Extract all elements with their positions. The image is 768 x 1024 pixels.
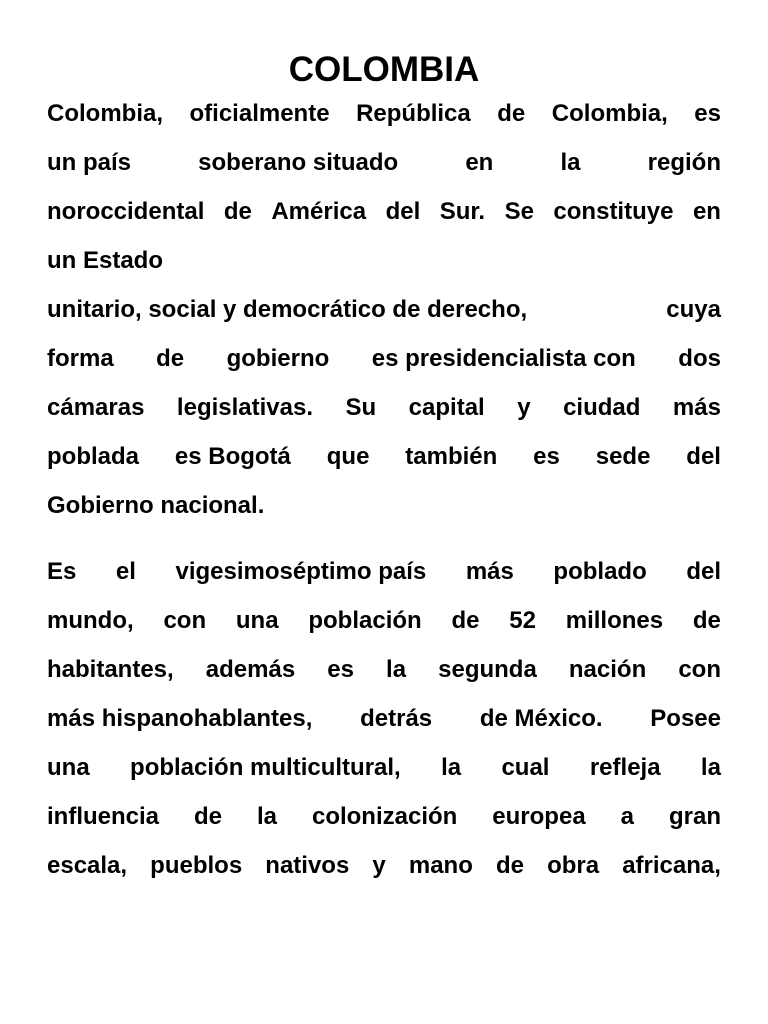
- text-word: segunda: [438, 656, 537, 683]
- text-word: de México.: [479, 705, 603, 732]
- text-word: en: [692, 198, 721, 225]
- paragraph-1-line-1: [47, 97, 721, 131]
- text-word: una: [47, 754, 90, 781]
- text-word: gobierno: [226, 345, 330, 372]
- paragraph-2-line-2: [47, 604, 721, 638]
- text-word: cámaras: [47, 394, 145, 421]
- text-word: nativos: [265, 852, 350, 879]
- text-word: mundo,: [47, 607, 134, 634]
- text-word: es: [327, 656, 354, 683]
- text-word: habitantes,: [47, 656, 174, 683]
- text-word: mano: [408, 852, 473, 879]
- text-word: es Bogotá: [174, 443, 291, 470]
- text-word: europea: [492, 803, 586, 830]
- text-word: legislativas.: [176, 394, 313, 421]
- text-word: que: [326, 443, 370, 470]
- text-word: Colombia,: [551, 100, 668, 127]
- text-word: oficialmente: [189, 100, 330, 127]
- text-word: de: [497, 100, 526, 127]
- paragraph-1-line-2: [47, 146, 721, 180]
- text-word: obra: [547, 852, 600, 879]
- page-title: COLOMBIA: [288, 50, 480, 89]
- paragraph-1-line-8: [47, 440, 721, 474]
- text-word: además: [205, 656, 296, 683]
- paragraph-1-line-9: [47, 489, 721, 523]
- text-word: y: [372, 852, 386, 879]
- paragraph-2-line-4: [47, 702, 721, 736]
- text-word: Su: [345, 394, 377, 421]
- text-word: Gobierno nacional.: [47, 492, 265, 519]
- paragraph-1-line-3: [47, 195, 721, 229]
- text-word: del: [686, 443, 721, 470]
- text-word: Sur.: [439, 198, 486, 225]
- text-word: nación: [568, 656, 647, 683]
- text-word: América: [271, 198, 367, 225]
- paragraph-2-line-6: [47, 800, 721, 834]
- text-word: más: [465, 558, 514, 585]
- text-word: de: [495, 852, 524, 879]
- text-word: una: [235, 607, 279, 634]
- text-word: forma: [47, 345, 114, 372]
- text-word: noroccidental: [47, 198, 205, 225]
- text-word: cuya: [666, 296, 721, 323]
- text-word: a: [620, 803, 634, 830]
- text-word: Se: [504, 198, 534, 225]
- paragraph-1-line-7: [47, 391, 721, 425]
- text-word: la: [560, 149, 581, 176]
- text-word: es: [694, 100, 721, 127]
- paragraph-1-line-4: [47, 244, 721, 278]
- text-word: en: [465, 149, 494, 176]
- text-word: capital: [408, 394, 485, 421]
- text-word: detrás: [360, 705, 433, 732]
- text-word: es: [533, 443, 560, 470]
- text-word: ciudad: [563, 394, 641, 421]
- text-word: constituye: [553, 198, 674, 225]
- text-word: millones: [565, 607, 664, 634]
- text-word: del: [385, 198, 421, 225]
- text-word: también: [405, 443, 498, 470]
- text-word: población: [308, 607, 422, 634]
- text-word: Es: [47, 558, 77, 585]
- text-word: es presidencialista con: [371, 345, 636, 372]
- text-word: de: [194, 803, 223, 830]
- text-word: 52: [509, 607, 536, 634]
- text-word: el: [115, 558, 136, 585]
- text-word: Posee: [650, 705, 721, 732]
- paragraph-2-line-5: [47, 751, 721, 785]
- text-word: dos: [678, 345, 721, 372]
- text-word: vigesimoséptimo país: [175, 558, 427, 585]
- text-word: africana,: [622, 852, 721, 879]
- text-word: la: [386, 656, 407, 683]
- text-word: del: [686, 558, 721, 585]
- paragraph-2-line-3: [47, 653, 721, 687]
- text-word: influencia: [47, 803, 160, 830]
- text-word: población multicultural,: [130, 754, 401, 781]
- text-word: y: [517, 394, 531, 421]
- paragraph-2-line-1: [47, 555, 721, 589]
- text-word: con: [163, 607, 207, 634]
- text-word: sede: [595, 443, 651, 470]
- text-word: poblada: [47, 443, 140, 470]
- text-word: Colombia,: [47, 100, 164, 127]
- text-word: más: [672, 394, 721, 421]
- text-word: colonización: [311, 803, 458, 830]
- text-word: la: [256, 803, 277, 830]
- paragraph-1-line-5: [47, 293, 721, 327]
- text-word: la: [441, 754, 462, 781]
- text-word: poblado: [553, 558, 647, 585]
- text-word: de: [692, 607, 721, 634]
- text-word: de: [223, 198, 252, 225]
- text-word: un Estado: [47, 247, 164, 274]
- text-word: con: [678, 656, 721, 683]
- text-word: más hispanohablantes,: [47, 705, 313, 732]
- text-word: de: [451, 607, 480, 634]
- text-word: República: [356, 100, 471, 127]
- text-word: un país: [47, 149, 132, 176]
- text-word: cual: [501, 754, 550, 781]
- text-word: unitario, social y democrático de derecho,: [47, 296, 528, 323]
- text-word: refleja: [589, 754, 661, 781]
- text-word: gran: [668, 803, 721, 830]
- text-word: región: [647, 149, 721, 176]
- text-word: de: [156, 345, 185, 372]
- text-word: soberano situado: [198, 149, 399, 176]
- paragraph-1-line-6: [47, 342, 721, 376]
- text-word: escala,: [47, 852, 128, 879]
- text-word: pueblos: [150, 852, 243, 879]
- paragraph-2-line-7: [47, 849, 721, 883]
- text-word: la: [700, 754, 721, 781]
